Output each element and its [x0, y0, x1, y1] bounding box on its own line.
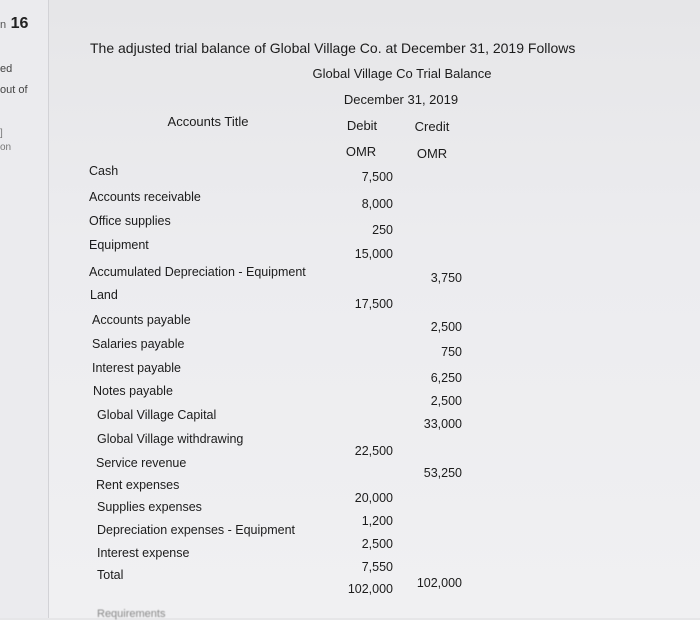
account-title: Office supplies [89, 214, 171, 228]
debit-amount: 8,000 [361, 197, 393, 211]
debit-amount: 250 [372, 223, 393, 237]
table-row [0, 313, 700, 333]
debit-amount: 2,500 [361, 537, 393, 551]
table-row [0, 384, 700, 408]
account-title: Total [97, 568, 124, 582]
account-title: Accounts receivable [89, 190, 201, 204]
account-title: Global Village withdrawing [97, 432, 244, 446]
table-row [0, 500, 700, 528]
debit-amount: 7,550 [361, 560, 393, 574]
question-number[interactable] [0, 15, 28, 33]
question-intro: The adjusted trial balance of Global Village Co. at December 31, 2019 Follows [90, 40, 576, 56]
table-row [0, 337, 700, 357]
debit-amount: 102,000 [347, 582, 393, 596]
debit-amount: 15,000 [354, 247, 393, 261]
account-title: Rent expenses [96, 478, 180, 492]
table-row [0, 361, 700, 385]
credit-unit: OMR [416, 146, 448, 161]
table-row [0, 214, 700, 237]
debit-amount: 7,500 [361, 170, 393, 184]
debit-amount: 22,500 [354, 444, 393, 458]
table-row [0, 478, 700, 505]
question-number-value: 16 [10, 15, 29, 32]
table-row [0, 432, 700, 458]
credit-amount: 3,750 [430, 271, 462, 285]
credit-amount: 2,500 [430, 394, 462, 408]
question-marks: out of [0, 84, 28, 96]
credit-amount: 6,250 [430, 371, 462, 385]
account-title: Interest expense [97, 546, 190, 560]
table-row [0, 288, 700, 311]
credit-amount: 53,250 [423, 466, 462, 480]
table-row [0, 190, 700, 210]
column-header-account: Accounts Title [167, 114, 249, 129]
credit-amount: 33,000 [423, 417, 462, 431]
debit-amount: 20,000 [354, 491, 393, 505]
question-prefix: n [0, 19, 7, 31]
column-header-credit: Credit [414, 119, 450, 134]
table-row [0, 568, 700, 596]
table-row [0, 456, 700, 480]
trial-balance-date: December 31, 2019 [343, 92, 459, 107]
credit-amount: 2,500 [430, 320, 462, 334]
account-title: Equipment [89, 238, 149, 252]
account-title: Supplies expenses [97, 500, 202, 514]
column-header-debit: Debit [346, 118, 378, 133]
account-title: Salaries payable [92, 337, 185, 351]
requirements-heading: Requirements [97, 608, 166, 620]
account-title: Interest payable [92, 361, 181, 375]
debit-amount: 17,500 [354, 297, 393, 311]
table-row [0, 238, 700, 261]
credit-amount: 750 [441, 345, 462, 359]
question-status: ed [0, 63, 13, 75]
flag-icon[interactable]: ] [0, 128, 3, 139]
account-title: Land [90, 288, 118, 302]
table-row [0, 523, 700, 551]
account-title: Accumulated Depreciation - Equipment [89, 265, 306, 279]
table-row [0, 164, 700, 184]
account-title: Accounts payable [92, 313, 191, 327]
trial-balance-title: Global Village Co Trial Balance [312, 66, 492, 81]
table-row [0, 408, 700, 431]
account-title: Depreciation expenses - Equipment [97, 523, 296, 537]
table-row [0, 265, 700, 285]
account-title: Cash [89, 164, 119, 178]
flag-question-label[interactable]: on [0, 142, 12, 153]
table-row [0, 546, 700, 574]
credit-amount: 102,000 [416, 576, 462, 590]
debit-unit: OMR [345, 144, 377, 159]
account-title: Service revenue [96, 456, 187, 470]
debit-amount: 1,200 [361, 514, 393, 528]
account-title: Global Village Capital [97, 408, 217, 422]
account-title: Notes payable [93, 384, 173, 398]
